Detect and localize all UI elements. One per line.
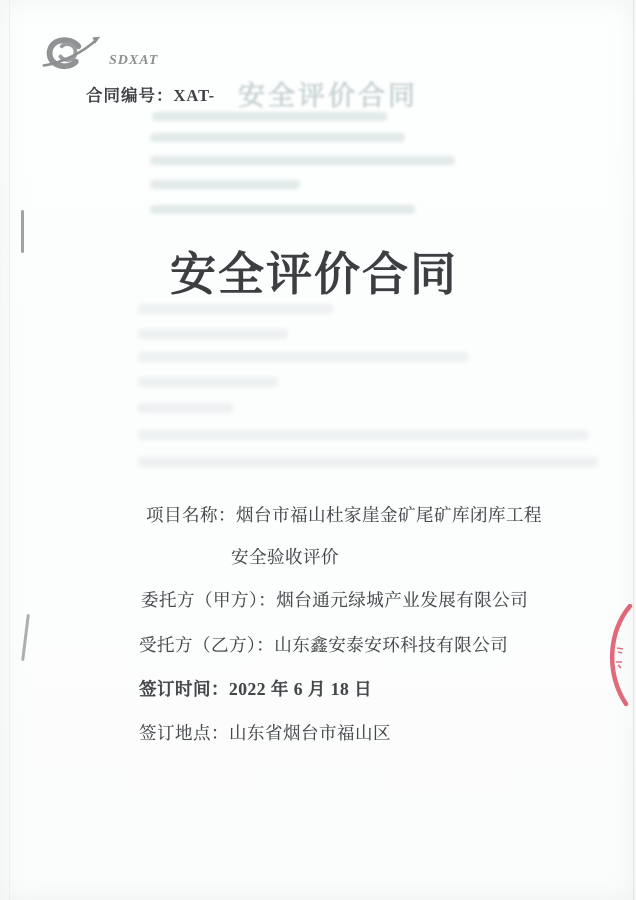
bleed-through-artifact	[138, 430, 588, 440]
field-signing-place: 签订地点：山东省烟台市福山区	[139, 723, 391, 743]
logo	[40, 33, 158, 75]
bleed-through-artifact	[150, 133, 405, 142]
field-signing-date: 签订时间：2022 年 6 月 18 日	[139, 679, 373, 699]
bleed-through-artifact	[138, 352, 468, 362]
page-left-edge	[9, 0, 10, 900]
bleed-through-artifact	[138, 403, 233, 413]
bleed-through-artifact	[150, 180, 300, 189]
bleed-through-artifact	[138, 377, 278, 387]
scan-artifact-line	[21, 210, 24, 253]
field-client-party-a: 委托方（甲方）：烟台通元绿城产业发展有限公司	[141, 590, 529, 610]
bleed-through-artifact	[150, 205, 415, 214]
bleed-through-artifact	[150, 156, 455, 165]
field-contractor-party-b: 受托方（乙方）：山东鑫安泰安环科技有限公司	[139, 635, 509, 655]
red-seal-stamp-icon	[600, 604, 636, 708]
logo-text: SDXAT	[109, 53, 159, 68]
bleed-through-artifact	[152, 112, 387, 121]
bleed-through-artifact	[138, 457, 598, 467]
bleed-through-artifact	[138, 329, 288, 339]
field-project-name: 项目名称：烟台市福山杜家崖金矿尾矿库闭库工程	[146, 505, 542, 525]
field-project-name-line2: 安全验收评价	[231, 547, 339, 567]
bleed-through-artifact	[138, 304, 333, 314]
page-right-edge	[633, 0, 634, 900]
scan-artifact-line	[21, 614, 30, 661]
contract-number: 合同编号：XAT-	[86, 86, 216, 105]
swirl-arrow-logo-icon	[40, 33, 104, 75]
page-title: 安全评价合同	[170, 249, 458, 300]
bleed-through-title: 安全评价合同	[238, 81, 418, 111]
